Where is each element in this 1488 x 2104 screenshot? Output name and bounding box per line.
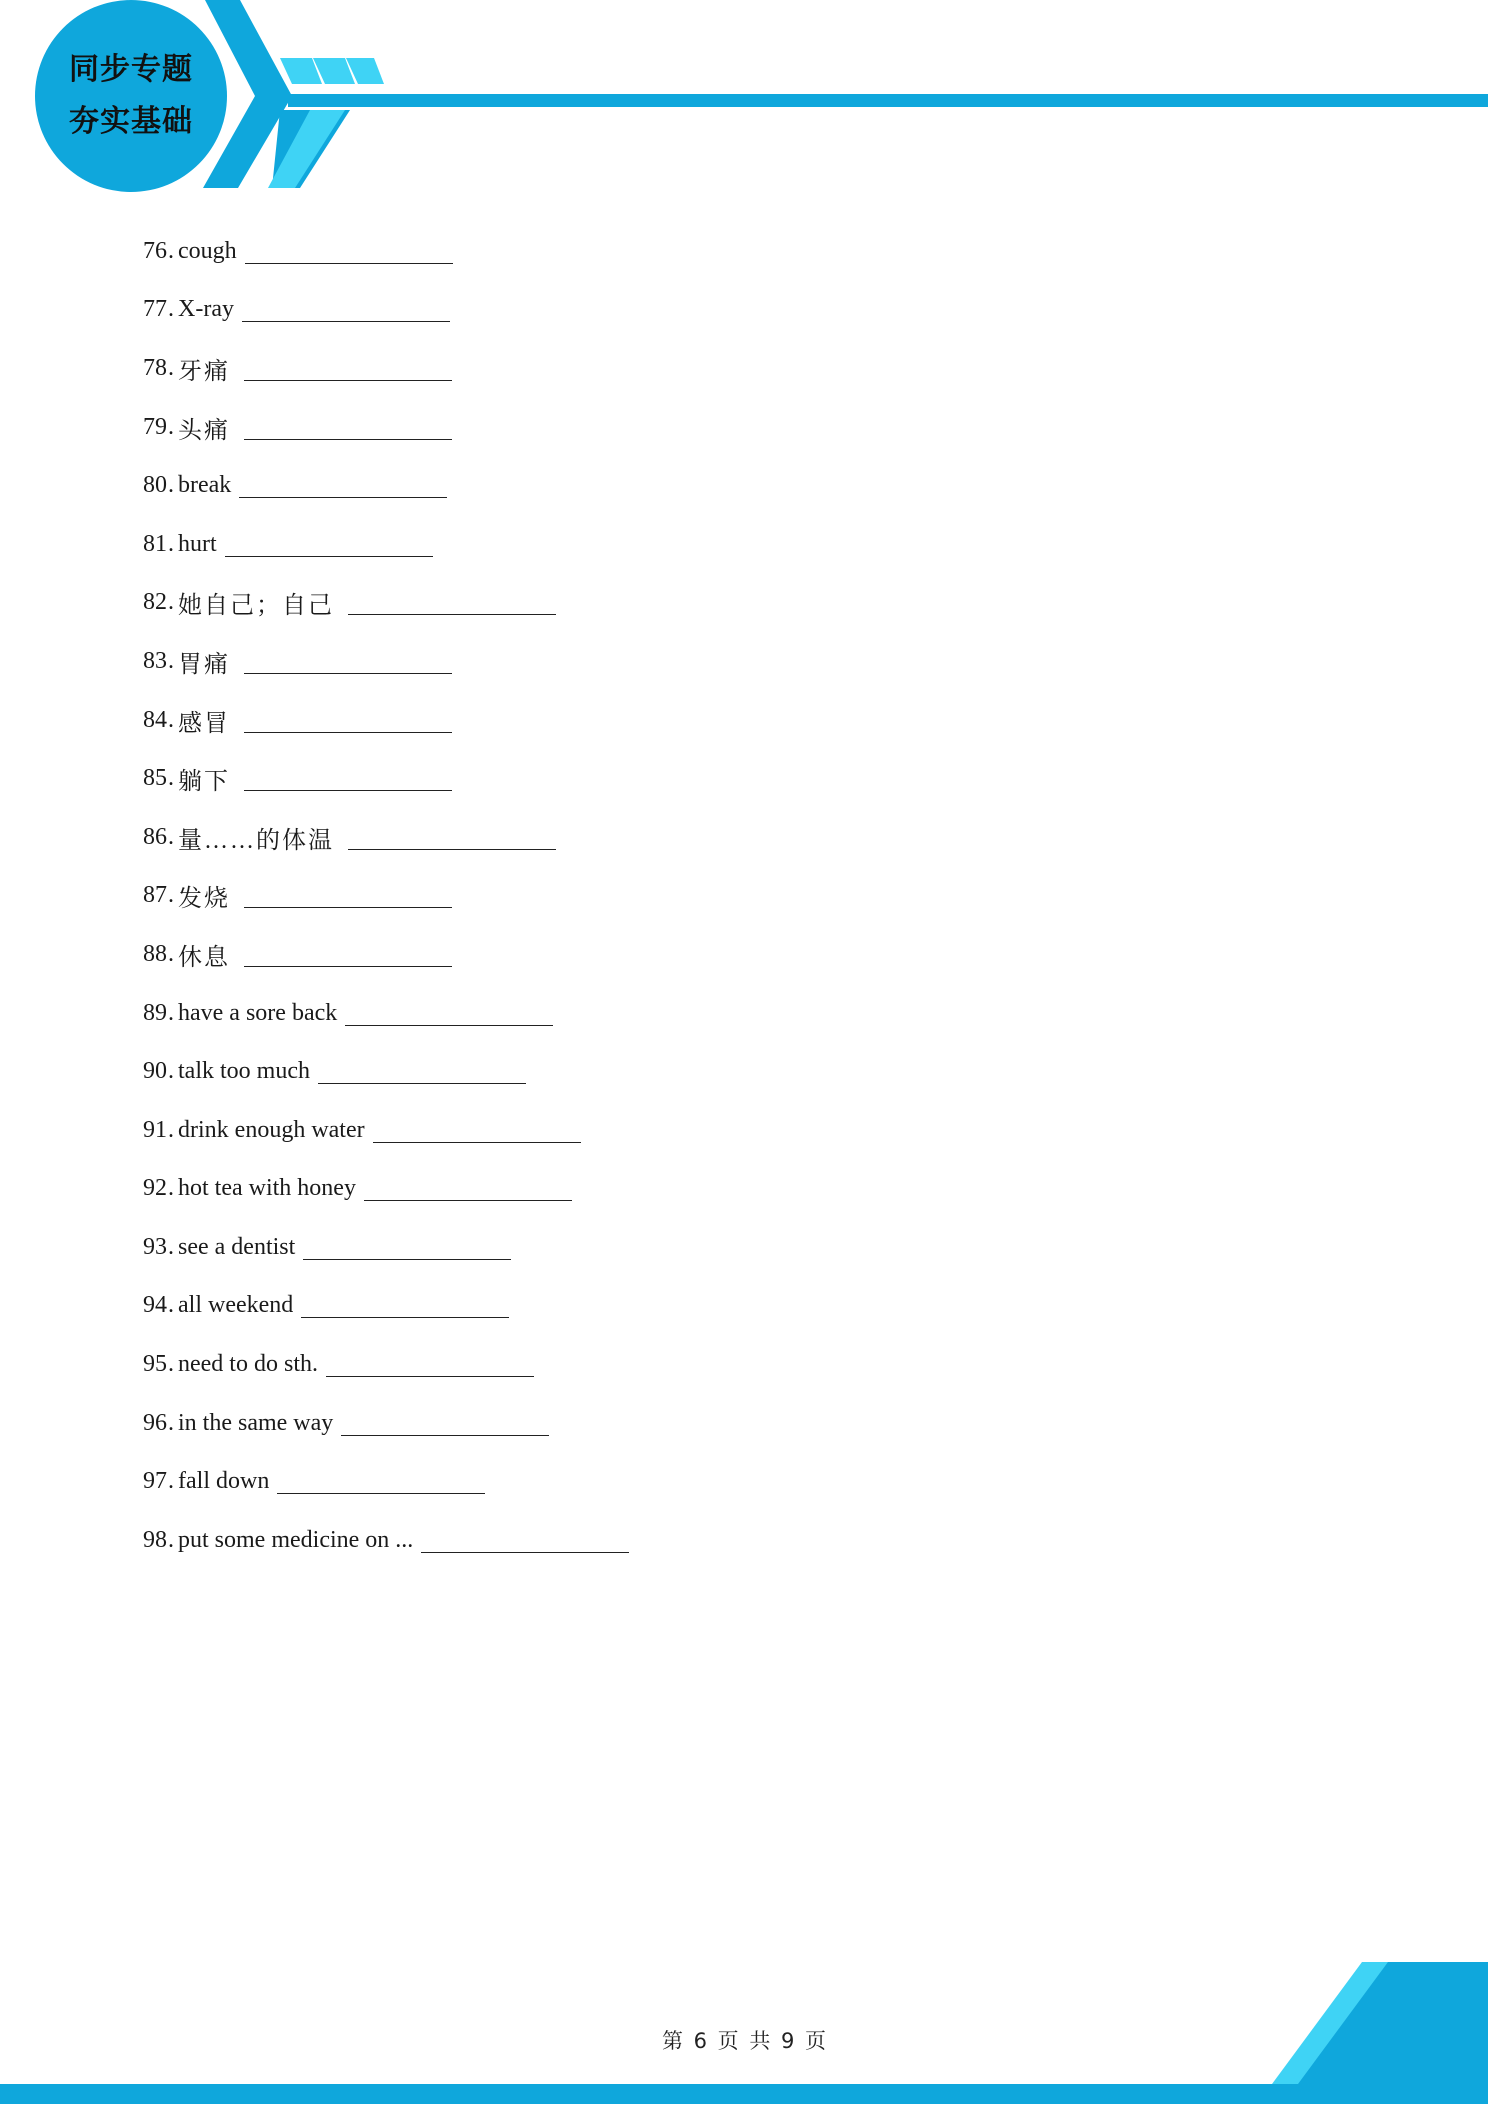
item-number: 76 [143, 237, 167, 264]
answer-blank[interactable] [244, 732, 452, 733]
item-term: drink enough water [178, 1116, 365, 1143]
list-item: 86 . 量……的体温 [143, 808, 629, 867]
answer-blank[interactable] [244, 380, 452, 381]
answer-blank[interactable] [244, 673, 452, 674]
list-item: 95 . need to do sth. [143, 1335, 629, 1394]
list-item: 80 . break [143, 456, 629, 515]
item-number: 90 [143, 1058, 167, 1085]
item-number: 78 [143, 354, 167, 381]
answer-blank[interactable] [244, 907, 452, 908]
answer-blank[interactable] [301, 1317, 509, 1318]
item-term: hot tea with honey [178, 1175, 356, 1202]
item-term: cough [178, 237, 237, 264]
item-term: break [178, 472, 232, 499]
item-term: hurt [178, 530, 217, 557]
item-number: 89 [143, 999, 167, 1026]
list-item: 83 . 胃痛 [143, 632, 629, 691]
list-item: 98 . put some medicine on ... [143, 1511, 629, 1570]
answer-blank[interactable] [345, 1025, 553, 1026]
list-item: 88 . 休息 [143, 925, 629, 984]
item-term: all weekend [178, 1292, 294, 1319]
page-number: 第 6 页 共 9 页 [661, 2029, 827, 2053]
item-term: see a dentist [178, 1233, 296, 1260]
list-item: 96 . in the same way [143, 1394, 629, 1453]
list-item: 97 . fall down [143, 1452, 629, 1511]
item-number: 92 [143, 1175, 167, 1202]
item-number: 97 [143, 1468, 167, 1495]
list-item: 85 . 躺下 [143, 749, 629, 808]
list-item: 94 . all weekend [143, 1277, 629, 1336]
answer-blank[interactable] [242, 321, 450, 322]
item-number: 77 [143, 296, 167, 323]
answer-blank[interactable] [326, 1376, 534, 1377]
item-number: 94 [143, 1292, 167, 1319]
item-number: 81 [143, 530, 167, 557]
answer-blank[interactable] [245, 263, 453, 264]
item-number: 98 [143, 1526, 167, 1553]
answer-blank[interactable] [303, 1259, 511, 1260]
header-badge [35, 0, 227, 192]
item-number: 84 [143, 706, 167, 733]
list-item: 84 . 感冒 [143, 691, 629, 750]
item-term: 发烧 [178, 886, 230, 913]
item-term: 感冒 [178, 710, 230, 737]
item-term: 躺下 [178, 769, 230, 796]
list-item: 82 . 她自己；自己 [143, 574, 629, 633]
item-term: 头痛 [178, 417, 230, 444]
badge-line-1: 同步专题 [69, 52, 193, 87]
item-number: 88 [143, 940, 167, 967]
answer-blank[interactable] [348, 849, 556, 850]
item-term: 牙痛 [178, 358, 230, 385]
item-number: 96 [143, 1409, 167, 1436]
list-item: 92 . hot tea with honey [143, 1160, 629, 1219]
vocabulary-list [143, 222, 629, 1570]
item-number: 93 [143, 1233, 167, 1260]
item-term: talk too much [178, 1058, 310, 1085]
badge-line-2: 夯实基础 [69, 104, 193, 139]
item-number: 80 [143, 472, 167, 499]
list-item: 79 . 头痛 [143, 398, 629, 457]
item-number: 86 [143, 823, 167, 850]
item-number: 87 [143, 882, 167, 909]
answer-blank[interactable] [239, 497, 447, 498]
item-term: 胃痛 [178, 651, 230, 678]
item-number: 85 [143, 765, 167, 792]
list-item: 76 . cough [143, 222, 629, 281]
item-number: 79 [143, 413, 167, 440]
item-term: need to do sth. [178, 1351, 318, 1378]
list-item: 90 . talk too much [143, 1042, 629, 1101]
item-term: fall down [178, 1468, 270, 1495]
answer-blank[interactable] [244, 966, 452, 967]
answer-blank[interactable] [318, 1083, 526, 1084]
item-term: 休息 [178, 944, 230, 971]
answer-blank[interactable] [244, 790, 452, 791]
item-term: in the same way [178, 1409, 334, 1436]
list-item: 91 . drink enough water [143, 1101, 629, 1160]
list-item: 77 . X-ray [143, 281, 629, 340]
answer-blank[interactable] [421, 1552, 629, 1553]
answer-blank[interactable] [341, 1435, 549, 1436]
item-term: put some medicine on ... [178, 1526, 414, 1553]
answer-blank[interactable] [244, 439, 452, 440]
item-term: 量……的体温 [178, 827, 334, 854]
answer-blank[interactable] [373, 1142, 581, 1143]
list-item: 87 . 发烧 [143, 867, 629, 926]
item-number: 95 [143, 1351, 167, 1378]
answer-blank[interactable] [364, 1200, 572, 1201]
answer-blank[interactable] [348, 614, 556, 615]
item-term: X-ray [178, 296, 234, 323]
item-number: 91 [143, 1116, 167, 1143]
item-number: 82 [143, 589, 167, 616]
list-item: 78 . 牙痛 [143, 339, 629, 398]
list-item: 89 . have a sore back [143, 984, 629, 1043]
item-term: 她自己；自己 [178, 593, 334, 620]
list-item: 93 . see a dentist [143, 1218, 629, 1277]
item-term: have a sore back [178, 999, 338, 1026]
item-number: 83 [143, 647, 167, 674]
answer-blank[interactable] [277, 1493, 485, 1494]
answer-blank[interactable] [225, 556, 433, 557]
list-item: 81 . hurt [143, 515, 629, 574]
